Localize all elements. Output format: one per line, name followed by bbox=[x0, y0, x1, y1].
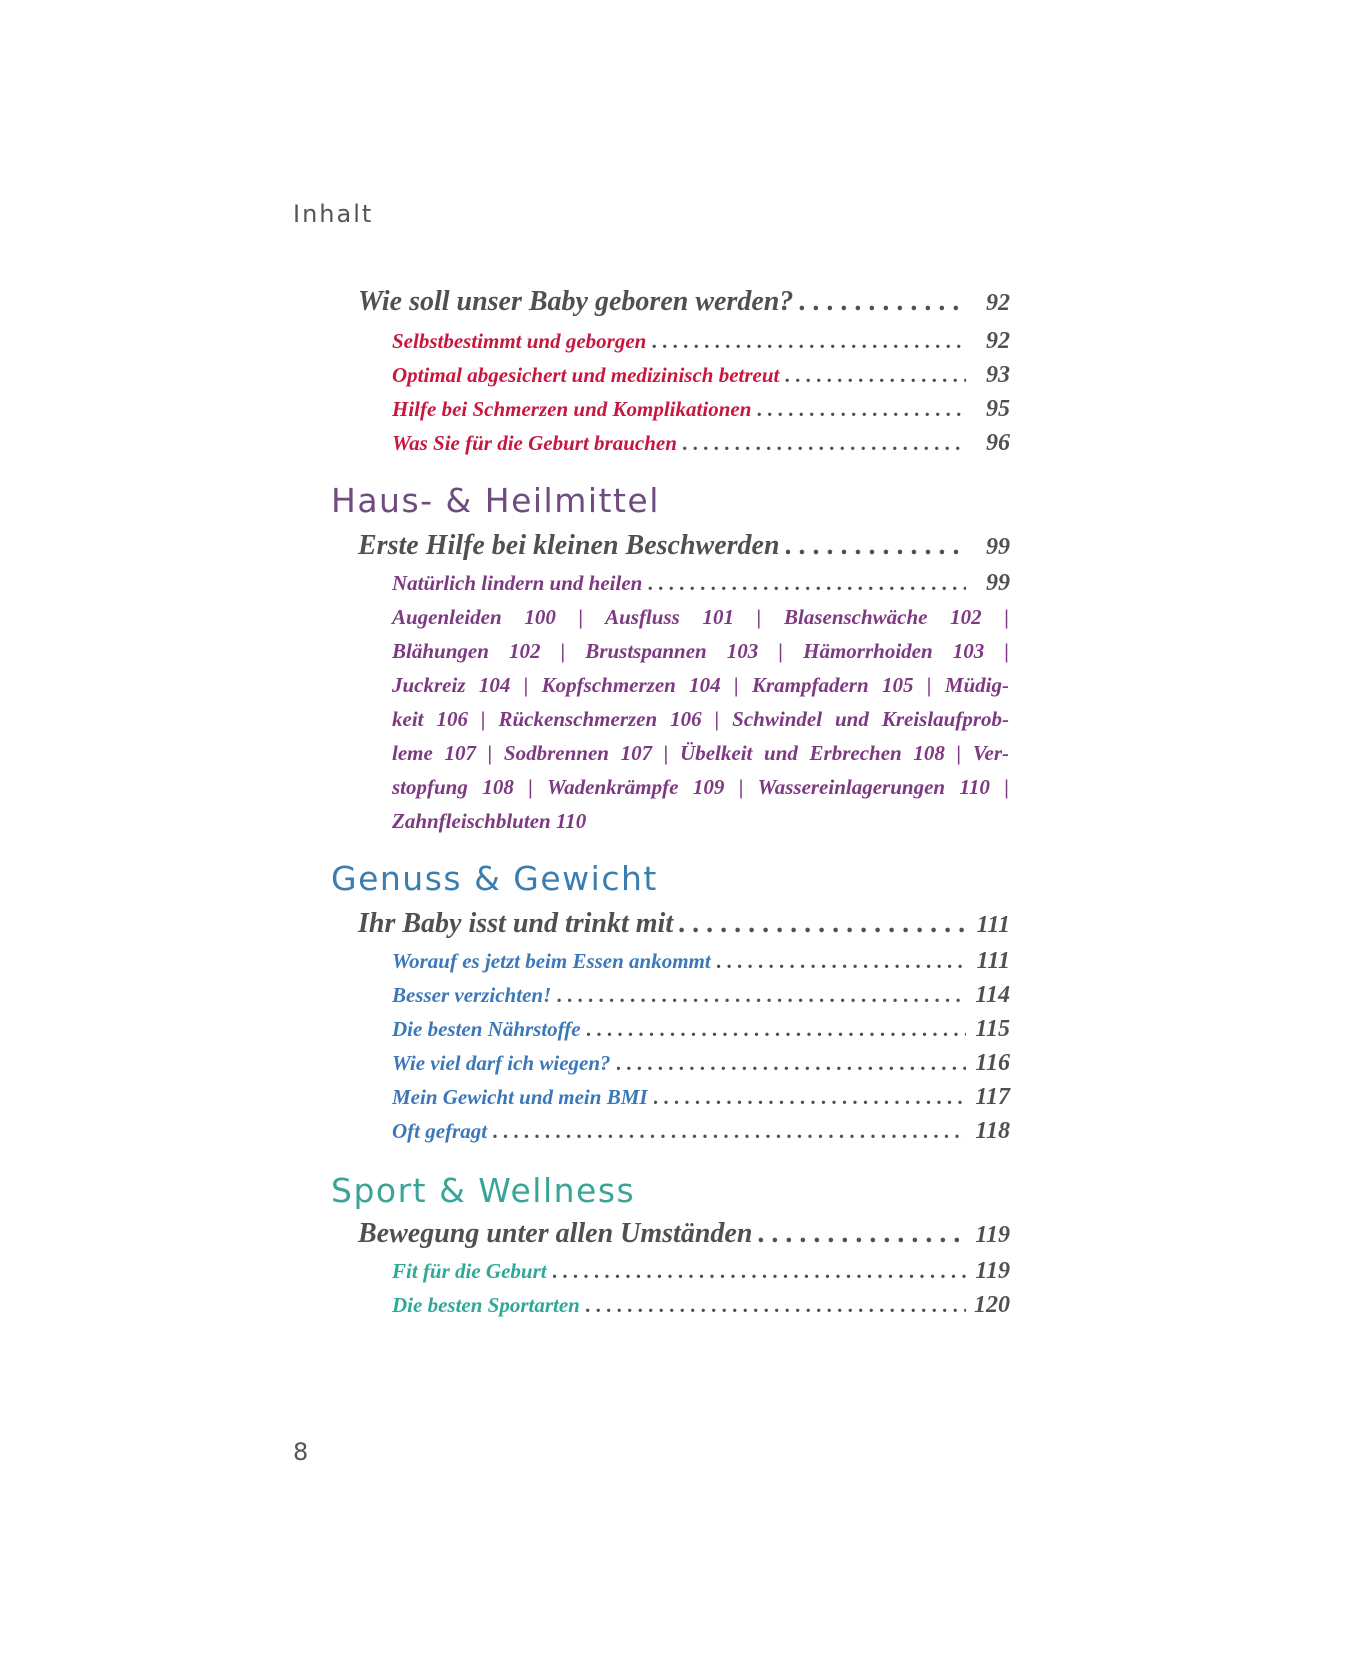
toc-leader-dots bbox=[757, 397, 966, 422]
section-heading-haus: Haus- & Heilmittel bbox=[331, 481, 660, 520]
toc-sub-entry[interactable] bbox=[392, 948, 1010, 975]
paragraph-line: Zahnfleischbluten 110 bbox=[392, 809, 587, 833]
toc-entry-page: 120 bbox=[974, 1292, 1010, 1318]
paragraph-line: keit 106 | Rückenschmerzen 106 | Schwindel und Kreislaufprob- bbox=[392, 707, 1009, 731]
toc-entry-title: Erste Hilfe bei kleinen Beschwerden bbox=[358, 530, 780, 561]
toc-sub-entry[interactable] bbox=[392, 1258, 1010, 1285]
toc-entry-title: Natürlich lindern und heilen bbox=[392, 571, 643, 595]
toc-sub-entry[interactable] bbox=[392, 1016, 1010, 1043]
toc-entry-page: 119 bbox=[975, 1258, 1010, 1284]
paragraph-line: Blähungen 102 | Brustspannen 103 | Hämorrhoiden 103 | bbox=[392, 639, 1009, 663]
paragraph-line: Juckreiz 104 | Kopfschmerzen 104 | Krampfadern 105 | Müdig- bbox=[392, 673, 1009, 697]
running-head: Inhalt bbox=[293, 200, 374, 228]
toc-main-entry-haus[interactable] bbox=[358, 530, 1010, 562]
toc-leader-dots bbox=[587, 1017, 966, 1042]
toc-entry-title: Oft gefragt bbox=[392, 1119, 488, 1143]
toc-leader-dots bbox=[493, 1119, 966, 1144]
toc-leader-dots bbox=[652, 329, 966, 354]
toc-sub-entry[interactable] bbox=[392, 1084, 1010, 1111]
toc-leader-dots bbox=[683, 431, 966, 456]
toc-leader-dots bbox=[648, 571, 966, 596]
toc-entry-page: 99 bbox=[986, 570, 1010, 596]
toc-leader-dots bbox=[679, 908, 966, 940]
toc-entry-page: 119 bbox=[975, 1222, 1010, 1248]
toc-entry-page: 93 bbox=[986, 362, 1010, 388]
toc-entry-page: 99 bbox=[986, 534, 1010, 560]
toc-leader-dots bbox=[557, 983, 966, 1008]
page-number: 8 bbox=[293, 1438, 309, 1466]
toc-sub-entry[interactable] bbox=[392, 430, 1010, 457]
toc-main-entry-genuss[interactable] bbox=[358, 908, 1010, 940]
toc-leader-dots bbox=[717, 949, 966, 974]
toc-leader-dots bbox=[758, 1218, 966, 1250]
toc-entry-page: 92 bbox=[986, 328, 1010, 354]
toc-entry-title: Die besten Sportarten bbox=[392, 1293, 580, 1317]
toc-entry-page: 117 bbox=[975, 1084, 1010, 1110]
toc-sub-entry[interactable] bbox=[392, 328, 1010, 355]
toc-leader-dots bbox=[617, 1051, 966, 1076]
toc-entry-title: Optimal abgesichert und medizinisch betreut bbox=[392, 363, 780, 387]
toc-leader-dots bbox=[553, 1259, 966, 1284]
toc-leader-dots bbox=[786, 530, 966, 562]
toc-leader-dots bbox=[654, 1085, 966, 1110]
toc-main-entry-sport[interactable] bbox=[358, 1218, 1010, 1250]
remedies-index-paragraph bbox=[392, 600, 1009, 838]
toc-main-entry-birth[interactable] bbox=[358, 286, 1010, 318]
toc-entry-title: Wie viel darf ich wiegen? bbox=[392, 1051, 611, 1075]
toc-entry-title: Die besten Nährstoffe bbox=[392, 1017, 581, 1041]
toc-sub-entry[interactable] bbox=[392, 1050, 1010, 1077]
toc-sub-entry[interactable] bbox=[392, 1118, 1010, 1145]
toc-entry-page: 111 bbox=[976, 912, 1010, 938]
toc-entry-page: 115 bbox=[975, 1016, 1010, 1042]
toc-sub-entry[interactable] bbox=[392, 396, 1010, 423]
toc-entry-page: 95 bbox=[986, 396, 1010, 422]
toc-entry-page: 96 bbox=[986, 430, 1010, 456]
toc-entry-page: 114 bbox=[975, 982, 1010, 1008]
toc-entry-title: Bewegung unter allen Umständen bbox=[358, 1218, 753, 1249]
toc-entry-title: Was Sie für die Geburt brauchen bbox=[392, 431, 677, 455]
toc-entry-title: Hilfe bei Schmerzen und Komplikationen bbox=[392, 397, 752, 421]
section-heading-sport: Sport & Wellness bbox=[331, 1171, 636, 1210]
toc-leader-dots bbox=[785, 363, 966, 388]
toc-sub-entry[interactable] bbox=[392, 362, 1010, 389]
paragraph-line: stopfung 108 | Wadenkrämpfe 109 | Wassereinlagerungen 110 | bbox=[392, 775, 1009, 799]
section-heading-genuss: Genuss & Gewicht bbox=[331, 859, 658, 898]
toc-entry-page: 92 bbox=[986, 290, 1010, 316]
toc-entry-title: Worauf es jetzt beim Essen ankommt bbox=[392, 949, 711, 973]
paragraph-line: leme 107 | Sodbrennen 107 | Übelkeit und Erbrechen 108 | Ver- bbox=[392, 741, 1009, 765]
toc-entry-title: Besser verzichten! bbox=[392, 983, 552, 1007]
toc-entry-title: Mein Gewicht und mein BMI bbox=[392, 1085, 648, 1109]
toc-leader-dots bbox=[586, 1293, 966, 1318]
toc-entry-title: Wie soll unser Baby geboren werden? bbox=[358, 286, 794, 317]
toc-entry-page: 118 bbox=[975, 1118, 1010, 1144]
toc-sub-entry[interactable] bbox=[392, 982, 1010, 1009]
toc-entry-page: 116 bbox=[975, 1050, 1010, 1076]
paragraph-line: Augenleiden 100 | Ausfluss 101 | Blasenschwäche 102 | bbox=[392, 605, 1009, 629]
toc-sub-entry[interactable] bbox=[392, 1292, 1010, 1319]
toc-entry-title: Fit für die Geburt bbox=[392, 1259, 547, 1283]
toc-leader-dots bbox=[799, 286, 966, 318]
toc-sub-entry[interactable] bbox=[392, 570, 1010, 597]
toc-entry-page: 111 bbox=[976, 948, 1010, 974]
toc-entry-title: Ihr Baby isst und trinkt mit bbox=[358, 908, 674, 939]
toc-entry-title: Selbstbestimmt und geborgen bbox=[392, 329, 647, 353]
